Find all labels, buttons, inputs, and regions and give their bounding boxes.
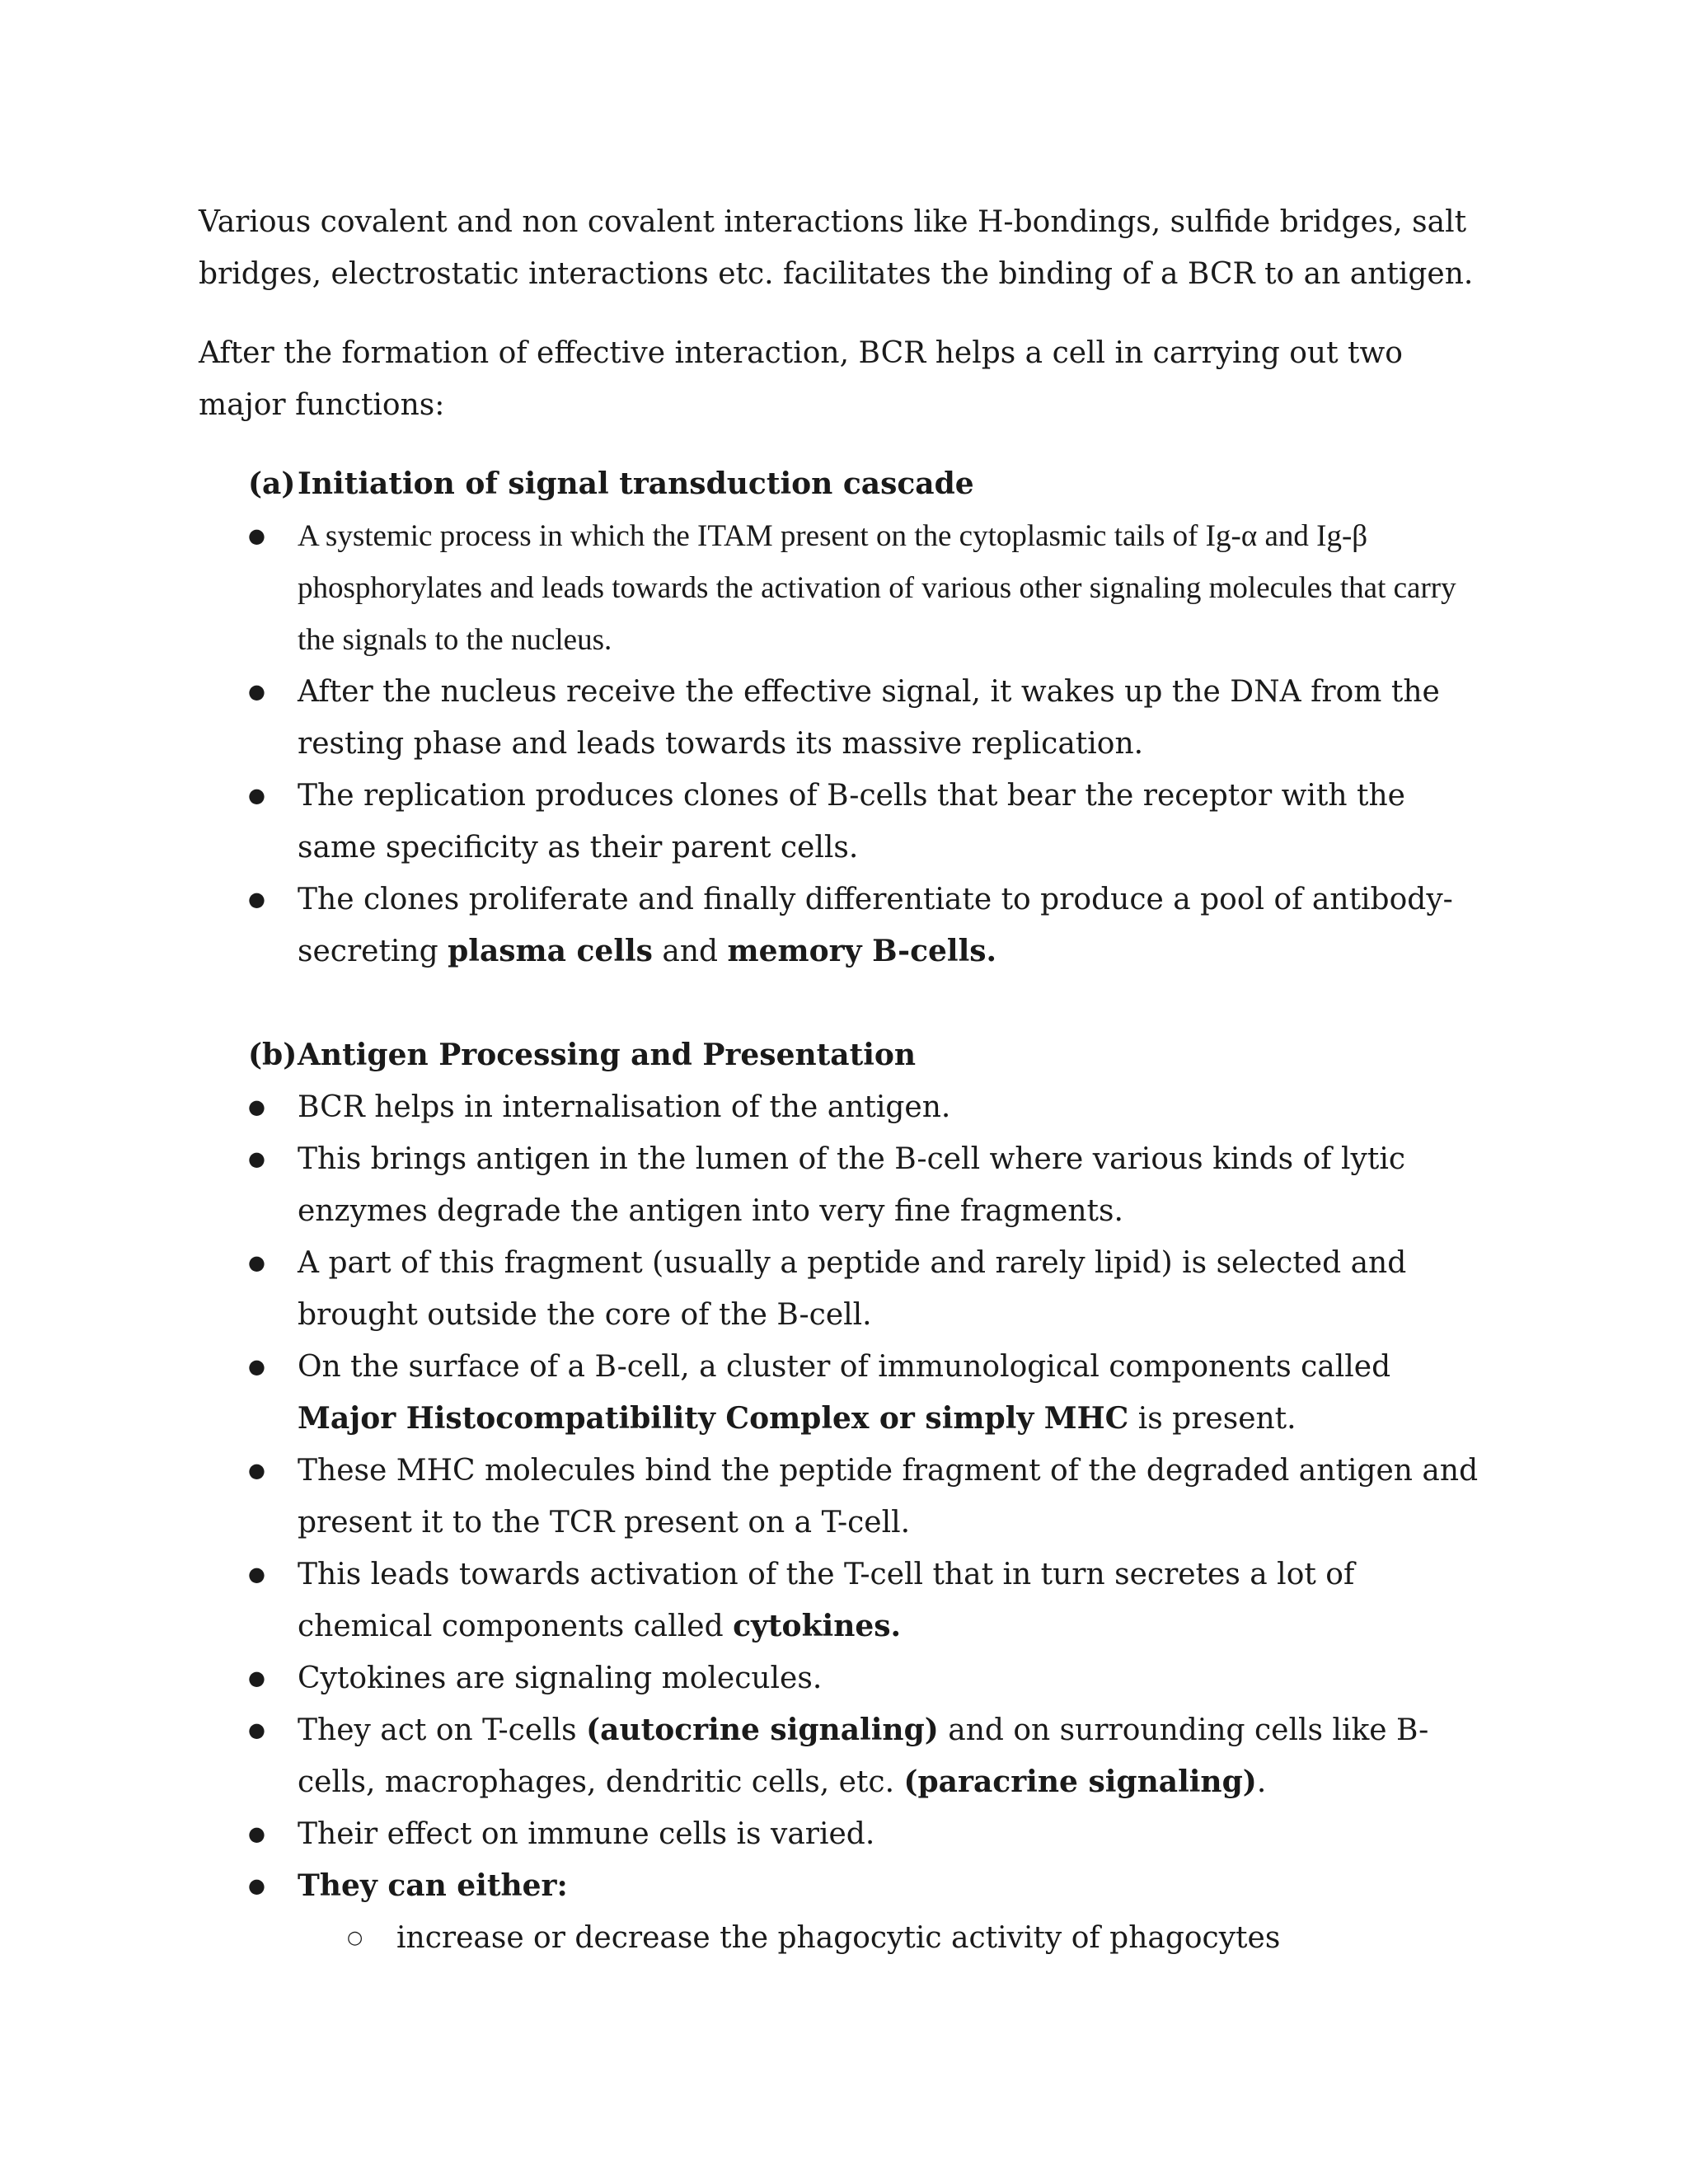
section-b-bullet-4 (248, 1341, 1484, 1445)
section-b-sub-list (298, 1912, 1484, 1964)
bold-term-mhc: Major Histocompatibility Complex or simply MHC (298, 1401, 1129, 1436)
bullet-text: and (652, 935, 728, 968)
section-b-bullet-2: ● This brings antigen in the lumen of the B-cell where various kinds of lytic enzymes degrade the antigen into very fine fragments. (248, 1133, 1484, 1237)
bold-term-autocrine: (autocrine signaling) (586, 1713, 939, 1747)
bold-term-paracrine: (paracrine signaling) (903, 1765, 1257, 1799)
section-a-bullet-2: ● After the nucleus receive the effective signal, it wakes up the DNA from the resting phase and leads towards its massive replication. (248, 666, 1484, 770)
bold-bullet-text: They can either: (298, 1868, 568, 1903)
section-a-bullet-4 (248, 874, 1484, 977)
section-a-bullet-1: ● A systemic process in which the ITAM present on the cytoplasmic tails of Ig-α and Ig-β phosphorylates and leads towards the activation of various other signaling molecules that carry the signals to the nucleus. (248, 510, 1484, 666)
section-b-bullet-10 (248, 1860, 1484, 1964)
intro-paragraph-2: After the formation of effective interaction, BCR helps a cell in carrying out two major functions: (199, 336, 1403, 422)
section-a-bullet-list (248, 510, 1484, 977)
bullet-text: On the surface of a B-cell, a cluster of immunological components called (298, 1350, 1391, 1384)
section-b-bullet-5: ● These MHC molecules bind the peptide fragment of the degraded antigen and present it to the TCR present on a T-cell. (248, 1445, 1484, 1549)
bold-term-cytokines: cytokines. (733, 1609, 902, 1643)
bullet-text: and on surrounding cells like B-cells, macrophages, dendritic cells, etc. (298, 1713, 1429, 1799)
section-b-bullet-9: ● Their effect on immune cells is varied. (248, 1808, 1484, 1860)
section-b-bullet-3: ● A part of this fragment (usually a peptide and rarely lipid) is selected and brought outside the core of the B-cell. (248, 1237, 1484, 1341)
bullet-text: They act on T-cells (298, 1713, 587, 1747)
intro-paragraph-1: Various covalent and non covalent interactions like H-bondings, sulfide bridges, salt bridges, electrostatic interactions etc. facilitates the binding of a BCR to an antigen. (199, 205, 1474, 291)
bullet-text: is present. (1128, 1402, 1296, 1436)
section-b-letter: (b) (248, 1038, 298, 1072)
section-a-heading (248, 458, 1484, 510)
section-a (248, 458, 1484, 977)
bullet-text: This leads towards activation of the T-cell that in turn secretes a lot of chemical components called (298, 1558, 1355, 1643)
section-b-bullet-list (248, 1081, 1484, 1964)
section-b-bullet-6 (248, 1549, 1484, 1652)
section-a-title: Initiation of signal transduction cascade (298, 466, 974, 501)
section-b-title: Antigen Processing and Presentation (298, 1038, 917, 1072)
bullet-text: The clones proliferate and finally differentiate to produce a pool of antibody-secreting (298, 883, 1453, 968)
section-b (248, 1029, 1484, 1964)
document-page (199, 196, 1484, 1964)
bullet-text: . (1256, 1765, 1267, 1799)
bold-term-plasma-cells: plasma cells (448, 934, 653, 968)
section-b-sub-bullet-1: ○ increase or decrease the phagocytic activity of phagocytes (298, 1912, 1484, 1964)
section-b-bullet-1: ● BCR helps in internalisation of the antigen. (248, 1081, 1484, 1133)
section-b-heading (248, 1029, 1484, 1081)
section-b-bullet-8 (248, 1704, 1484, 1808)
section-a-letter: (a) (248, 466, 296, 501)
section-a-bullet-3: ● The replication produces clones of B-cells that bear the receptor with the same specificity as their parent cells. (248, 770, 1484, 874)
section-b-bullet-7: ● Cytokines are signaling molecules. (248, 1652, 1484, 1704)
bold-term-memory-b-cells: memory B-cells. (727, 934, 997, 968)
